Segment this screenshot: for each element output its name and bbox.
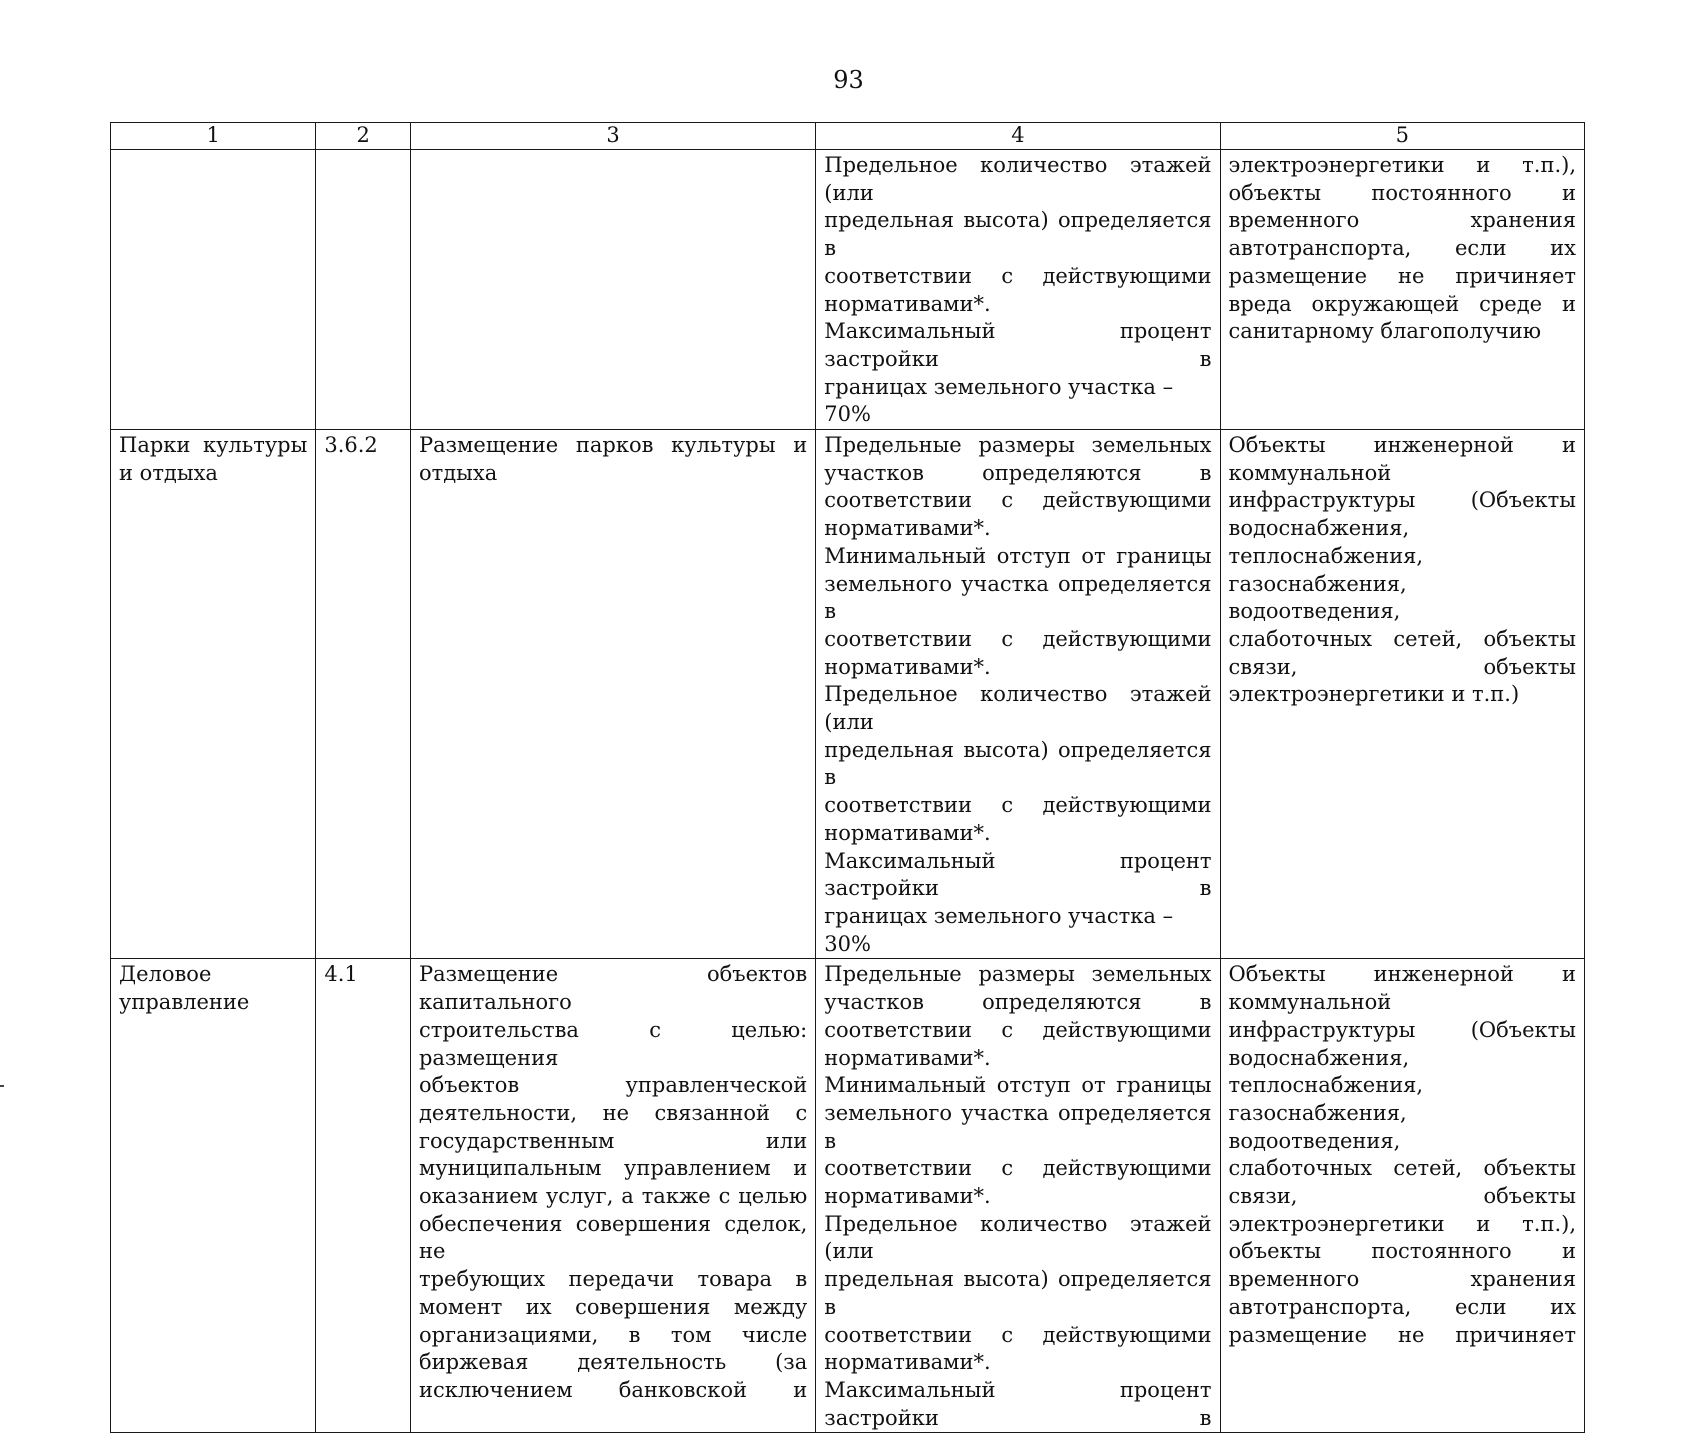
- cell-text-line: биржевая деятельность (за: [418, 1350, 808, 1375]
- cell-text-line: обеспечения совершения сделок, не: [418, 1211, 808, 1264]
- auxiliary-uses-cell: [1220, 959, 1585, 1433]
- header-cell-2: 2: [316, 123, 411, 150]
- cell-text-line: Минимальный отступ от границы: [824, 1073, 1212, 1098]
- cell-text-line: электроэнергетики и т.п.),: [1228, 1211, 1576, 1236]
- cell-text-line: организациями, в том числе: [418, 1322, 808, 1347]
- cell-text-line: объекты постоянного и: [1228, 180, 1576, 205]
- auxiliary-uses-cell: [1220, 150, 1585, 430]
- cell-text-line: временного хранения: [1228, 1267, 1576, 1292]
- cell-text-line: Размещение объектов капитального: [418, 962, 808, 1015]
- cell-text-line: соответствии с действующими: [824, 1017, 1212, 1042]
- cell-text-line: коммунальной: [1228, 990, 1392, 1015]
- cell-text-line: размещение не причиняет: [1228, 263, 1576, 288]
- cell-text-line: соответствии с действующими: [824, 1322, 1212, 1347]
- cell-text-line: слаботочных сетей, объекты: [1228, 626, 1576, 651]
- cell-text-line: нормативами*.: [824, 516, 991, 541]
- header-row: [111, 123, 1585, 150]
- land-use-code-cell: [316, 959, 411, 1433]
- cell-text-line: деятельности, не связанной с: [418, 1100, 808, 1125]
- cell-text-line: теплоснабжения,: [1228, 1073, 1424, 1098]
- cell-text-line: газоснабжения, водоотведения,: [1228, 571, 1407, 624]
- parameters-cell: [816, 150, 1220, 430]
- cell-text-line: участков определяются в: [824, 460, 1212, 485]
- cell-text-line: предельная высота) определяется в: [824, 737, 1212, 790]
- cell-text-line: Предельные размеры земельных: [824, 433, 1212, 458]
- cell-text-line: водоснабжения,: [1228, 516, 1410, 541]
- cell-text-line: строительства с целью: размещения: [418, 1017, 808, 1070]
- cell-text-line: нормативами*.: [824, 1184, 991, 1209]
- table-row: [111, 959, 1585, 1433]
- land-use-name-cell: [111, 150, 316, 430]
- cell-text-line: Минимальный отступ от границы: [824, 543, 1212, 568]
- cell-text-line: момент их совершения между: [418, 1294, 808, 1319]
- land-use-code: 4.1: [324, 962, 358, 987]
- cell-text-line: связи, объекты: [1228, 654, 1576, 679]
- cell-text-line: соответствии с действующими: [824, 488, 1212, 513]
- cell-text-line: нормативами*.: [824, 1045, 991, 1070]
- cell-text-line: границах земельного участка – 30%: [824, 903, 1174, 956]
- cell-text-line: предельная высота) определяется в: [824, 1267, 1212, 1319]
- cell-text-line: автотранспорта, если их: [1228, 1294, 1576, 1319]
- cell-text-line: нормативами*.: [824, 820, 991, 845]
- cell-text-line: водоснабжения,: [1228, 1045, 1410, 1070]
- land-use-name-cell: [111, 430, 316, 959]
- cell-text-line: связи, объекты: [1228, 1184, 1576, 1209]
- cell-text-line: Максимальный процент застройки в: [824, 1377, 1212, 1430]
- cell-text-line: муниципальным управлением и: [418, 1156, 808, 1181]
- cell-text-line: оказанием услуг, а также с целью: [418, 1184, 808, 1209]
- land-use-code-cell: [316, 430, 411, 959]
- land-use-code-cell: [316, 150, 411, 430]
- cell-text-line: соответствии с действующими: [824, 263, 1212, 288]
- cell-text-line: земельного участка определяется в: [824, 571, 1212, 624]
- cell-text-line: инфраструктуры (Объекты: [1228, 1017, 1576, 1042]
- cell-text-line: объектов управленческой: [418, 1073, 808, 1098]
- header-cell-5: 5: [1220, 123, 1585, 150]
- scan-artifact: [0, 1085, 4, 1087]
- cell-text-line: участков определяются в: [824, 990, 1212, 1015]
- cell-text-line: соответствии с действующими: [824, 793, 1212, 818]
- cell-text-line: нормативами*.: [824, 291, 991, 316]
- cell-text-line: Предельное количество этажей (или: [824, 1211, 1212, 1264]
- cell-text-line: автотранспорта, если их: [1228, 236, 1576, 261]
- parameters-cell: [816, 430, 1220, 959]
- cell-text-line: санитарному благополучию: [1228, 319, 1542, 344]
- cell-text-line: Предельные размеры земельных: [824, 962, 1212, 987]
- land-use-description-cell: [410, 430, 815, 959]
- cell-text-line: соответствии с действующими: [824, 626, 1212, 651]
- cell-text-line: Парки культуры: [119, 433, 308, 458]
- cell-text-line: теплоснабжения,: [1228, 543, 1424, 568]
- cell-text-line: инфраструктуры (Объекты: [1228, 488, 1576, 513]
- cell-text-line: управление: [119, 990, 250, 1015]
- cell-text-line: Предельное количество этажей (или: [824, 682, 1212, 735]
- cell-text-line: Предельное количество этажей (или: [824, 153, 1212, 205]
- cell-text-line: вреда окружающей среде и: [1228, 291, 1576, 316]
- cell-text-line: государственным или: [418, 1128, 808, 1153]
- land-use-description-cell: [410, 959, 815, 1433]
- cell-text-line: нормативами*.: [824, 654, 991, 679]
- cell-text-line: Максимальный процент застройки в: [824, 319, 1212, 371]
- cell-text-line: газоснабжения, водоотведения,: [1228, 1100, 1407, 1153]
- table-row: [111, 430, 1585, 959]
- cell-text-line: требующих передачи товара в: [418, 1267, 808, 1292]
- header-cell-1: 1: [111, 123, 316, 150]
- cell-text-line: Максимальный процент застройки в: [824, 848, 1212, 901]
- cell-text-line: Объекты инженерной и: [1228, 962, 1576, 987]
- cell-text-line: коммунальной: [1228, 460, 1392, 485]
- land-use-name-cell: [111, 959, 316, 1433]
- cell-text-line: предельная высота) определяется в: [824, 208, 1212, 261]
- cell-text-line: Размещение парков культуры и: [418, 433, 808, 458]
- cell-text-line: границах земельного участка – 70%: [824, 374, 1174, 427]
- cell-text-line: исключением банковской и: [418, 1377, 808, 1402]
- table-row: [111, 150, 1585, 430]
- cell-text-line: слаботочных сетей, объекты: [1228, 1156, 1576, 1181]
- cell-text-line: соответствии с действующими: [824, 1156, 1212, 1181]
- cell-text-line: земельного участка определяется в: [824, 1100, 1212, 1153]
- page-number: 93: [833, 66, 864, 94]
- parameters-cell: [816, 959, 1220, 1433]
- header-cell-3: 3: [410, 123, 815, 150]
- cell-text-line: и отдыха: [119, 460, 218, 485]
- auxiliary-uses-cell: [1220, 430, 1585, 959]
- cell-text-line: отдыха: [418, 460, 498, 485]
- cell-text-line: Объекты инженерной и: [1228, 433, 1576, 458]
- cell-text-line: объекты постоянного и: [1228, 1239, 1576, 1264]
- land-use-table: [110, 122, 1585, 1433]
- cell-text-line: размещение не причиняет: [1228, 1322, 1576, 1347]
- cell-text-line: нормативами*.: [824, 1350, 991, 1375]
- cell-text-line: электроэнергетики и т.п.): [1228, 682, 1520, 707]
- land-use-code: 3.6.2: [324, 433, 378, 458]
- cell-text-line: временного хранения: [1228, 208, 1576, 233]
- cell-text-line: электроэнергетики и т.п.),: [1228, 153, 1576, 177]
- header-cell-4: 4: [816, 123, 1220, 150]
- land-use-description-cell: [410, 150, 815, 430]
- cell-text-line: Деловое: [119, 962, 212, 987]
